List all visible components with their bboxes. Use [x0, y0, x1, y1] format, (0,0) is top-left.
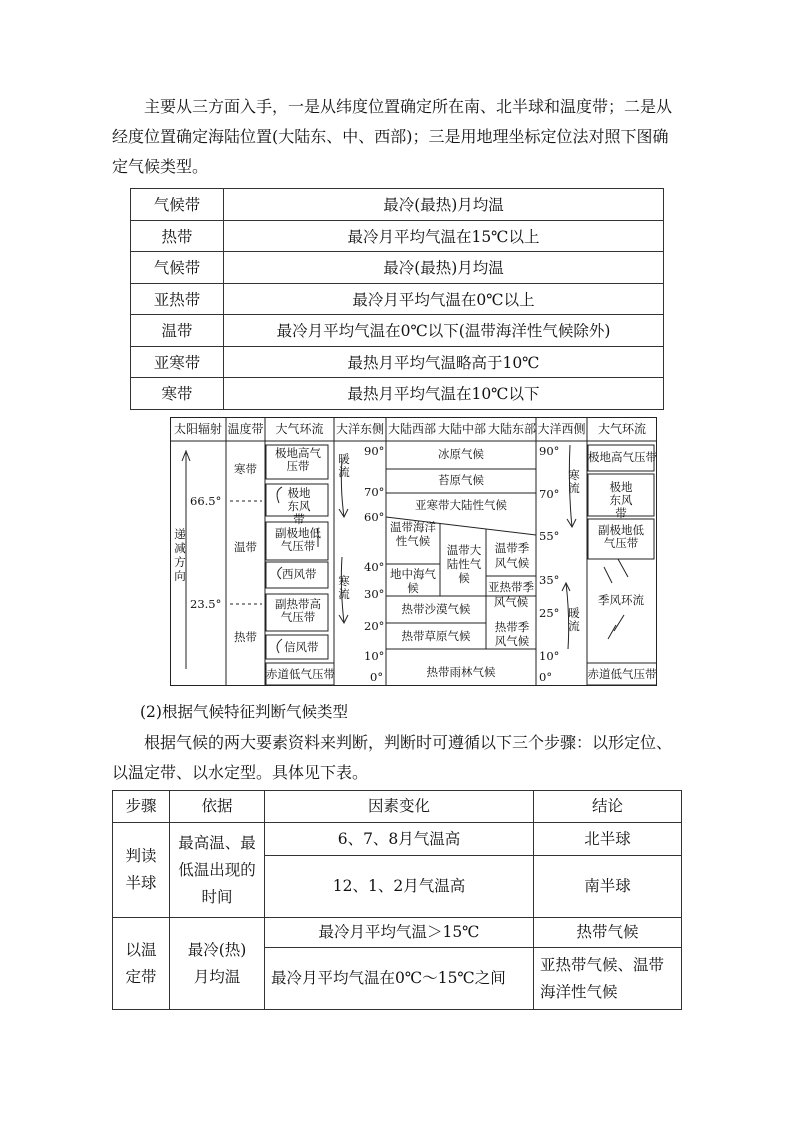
table-cell: 温带	[131, 315, 224, 347]
lat-left-40: 40°	[364, 560, 385, 574]
cell-factor: 6、7、8月气温高	[265, 823, 534, 856]
circ-subtropical-high: 副热带高气压带	[275, 597, 321, 624]
lat-left-90: 90°	[364, 444, 385, 458]
lat-right-0: 0°	[539, 670, 553, 684]
cell-conclusion: 亚热带气候、温带海洋性气候	[534, 948, 682, 1010]
table-cell: 气候带	[131, 189, 224, 221]
climate-tropical-desert: 热带沙漠气候	[401, 602, 471, 616]
circ-trade-winds: 信风带	[284, 640, 319, 654]
table-row	[131, 189, 664, 221]
header-circulation: 大气环流	[275, 422, 324, 436]
steps-paragraph: 根据气候的两大要素资料来判断，判断时可遵循以下三个步骤：以形定位、以温定带、以水定型。具体见下表。	[112, 733, 673, 782]
table-cell: 最冷(最热)月均温	[224, 189, 664, 221]
lat-left-70: 70°	[364, 485, 385, 499]
table-row	[113, 823, 682, 856]
header-basis: 依据	[170, 791, 265, 823]
cell-factor: 12、1、2月气温高	[265, 856, 534, 918]
climate-ice-cap: 冰原气候	[438, 447, 484, 461]
header-conclusion: 结论	[534, 791, 682, 823]
table-cell: 亚热带	[131, 283, 224, 315]
table-cell: 最热月平均气温略高于10℃	[224, 346, 664, 378]
circ-subpolar-low: 副极地低气压带	[275, 526, 321, 553]
circ-westerlies: 西风带	[282, 567, 317, 581]
lat-left-30: 30°	[364, 587, 385, 601]
lat-right-70: 70°	[539, 487, 560, 501]
current-warm-right: 暖流	[568, 606, 580, 633]
climate-zone-table	[130, 188, 664, 410]
cell-step-2: 以温定带	[113, 918, 170, 1010]
zone-temperate: 温带	[234, 540, 257, 554]
lat-right-10: 10°	[539, 649, 560, 663]
circ-polar-high: 极地高气压带	[275, 446, 321, 473]
climate-temperate-marine: 温带海洋性气候	[390, 520, 436, 548]
climate-distribution-diagram	[170, 417, 657, 686]
header-ocean-west: 大洋西侧	[537, 422, 586, 436]
lat-right-55: 55°	[539, 529, 560, 543]
cell-basis-2: 最冷(热)月均温	[170, 918, 265, 1010]
judgement-steps-table	[112, 790, 682, 1010]
current-cold-right: 寒流	[568, 468, 580, 495]
table-row	[131, 378, 664, 410]
lat-left-60: 60°	[364, 510, 385, 524]
header-factor: 因素变化	[265, 791, 534, 823]
circ-right-polar-high: 极地高气压带	[588, 450, 657, 464]
current-cold-left: 寒流	[338, 574, 350, 601]
zone-tropical: 热带	[234, 630, 257, 644]
table-row	[131, 315, 664, 347]
climate-subarctic: 亚寒带大陆性气候	[415, 498, 507, 512]
lat-right-25: 25°	[539, 606, 560, 620]
circ-polar-easterlies: 极地东风带	[287, 486, 311, 526]
lat-left-20: 20°	[364, 619, 385, 633]
climate-tropical-rainforest: 热带雨林气候	[426, 665, 496, 679]
table-cell: 最冷月平均气温在0℃以上	[224, 283, 664, 315]
table-cell: 热带	[131, 220, 224, 252]
table-row	[131, 283, 664, 315]
lat-23-label: 23.5°	[190, 597, 222, 611]
lat-right-35: 35°	[539, 573, 560, 587]
climate-temperate-continental: 温带大陆性气候	[446, 543, 482, 585]
circ-right-subpolar-low: 副极地低气压带	[598, 523, 644, 550]
table-row	[131, 220, 664, 252]
lat-left-0: 0°	[370, 670, 384, 684]
table-header-row	[113, 791, 682, 823]
header-continent-west: 大陆西部	[387, 422, 436, 436]
section-heading: (2)根据气候特征判断气候类型	[140, 703, 348, 721]
table-row	[131, 252, 664, 284]
current-warm-left: 暖流	[338, 452, 350, 479]
intro-paragraph: 主要从三方面入手，一是从纬度位置确定所在南、北半球和温度带；二是从经度位置确定海陆位置(大陆东、中、西部)；三是用地理坐标定位法对照下图确定气候类型。	[112, 97, 673, 176]
header-temp-zone: 温度带	[227, 422, 264, 436]
table-cell: 气候带	[131, 252, 224, 284]
lat-right-90: 90°	[539, 444, 560, 458]
circ-right-polar-easterlies: 极地东风带	[609, 480, 633, 520]
header-ocean-east: 大洋东侧	[335, 422, 384, 436]
circ-equatorial-low: 赤道低气压带	[266, 667, 335, 681]
header-solar: 太阳辐射	[173, 422, 222, 436]
table-cell: 亚寒带	[131, 346, 224, 378]
header-continent-east: 大陆东部	[487, 422, 536, 436]
climate-tropical-monsoon: 热带季风气候	[494, 620, 530, 648]
climate-mediterranean: 地中海气候	[390, 567, 436, 595]
table-cell: 最冷(最热)月均温	[224, 252, 664, 284]
table-row	[113, 918, 682, 948]
header-circulation-right: 大气环流	[597, 422, 646, 436]
climate-subtropical-monsoon: 亚热带季风气候	[488, 580, 534, 609]
zone-frigid: 寒带	[234, 462, 257, 476]
table-row	[131, 346, 664, 378]
cell-factor: 最冷月平均气温在0℃～15℃之间	[265, 948, 534, 1010]
table-cell: 最冷月平均气温在0℃以下(温带海洋性气候除外)	[224, 315, 664, 347]
table-cell: 最冷月平均气温在15℃以上	[224, 220, 664, 252]
climate-tropical-savanna: 热带草原气候	[401, 629, 471, 643]
circ-right-equatorial-low: 赤道低气压带	[587, 667, 657, 681]
cell-conclusion: 热带气候	[534, 918, 682, 948]
header-continent-mid: 大陆中部	[437, 422, 486, 436]
table-cell: 最热月平均气温在10℃以下	[224, 378, 664, 410]
climate-tundra: 苔原气候	[438, 473, 484, 487]
cell-conclusion: 南半球	[534, 856, 682, 918]
cell-factor: 最冷月平均气温＞15℃	[265, 918, 534, 948]
climate-temperate-monsoon: 温带季风气候	[494, 541, 530, 570]
header-step: 步骤	[113, 791, 170, 823]
cell-step-1: 判读半球	[113, 823, 170, 918]
cell-conclusion: 北半球	[534, 823, 682, 856]
cell-basis-1: 最高温、最低温出现的时间	[170, 823, 265, 918]
lat-left-10: 10°	[364, 649, 385, 663]
solar-direction-label: 递减方向	[174, 527, 186, 583]
circ-right-monsoon: 季风环流	[598, 593, 644, 607]
lat-66-label: 66.5°	[190, 494, 222, 508]
table-cell: 寒带	[131, 378, 224, 410]
